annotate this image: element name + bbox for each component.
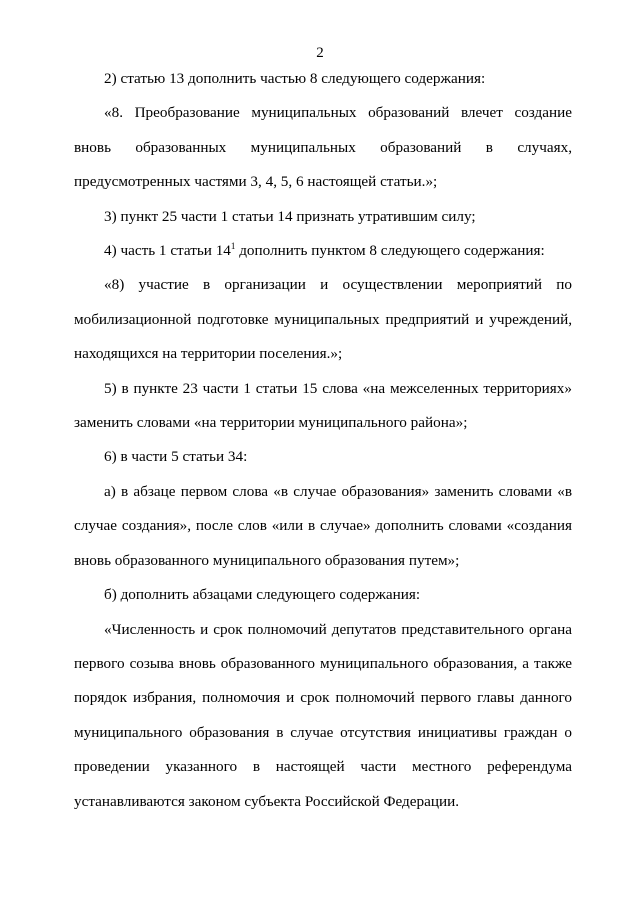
page-number: 2 <box>316 45 324 61</box>
paragraph-quote-deputies: «Численность и срок полномочий депутатов представительного органа первого созыва вновь образованного муниципального образования, а также порядок избрания, полномочия и срок полномочий первого главы данного муниципального образования в случае отсутствия инициативы граждан о проведении указанного в настоящей части местного референдума устанавливаются законом субъекта Российской Федерации. <box>74 620 572 810</box>
paragraph-article-34: 6) в части 5 статьи 34: <box>104 448 248 466</box>
paragraph-article-13: 2) статью 13 дополнить частью 8 следующего содержания: <box>104 70 486 87</box>
paragraph-quote-8: «8. Преобразование муниципальных образований влечет создание вновь образованных муниципальных образований в случаях, предусмотренных частями 3, 4, 5, 6 настоящей статьи.»; <box>74 104 572 191</box>
paragraph-article-14-1 <box>74 234 572 268</box>
paragraph-quote-8-mobilization: «8) участие в организации и осуществлении мероприятий по мобилизационной подготовке муниципальных предприятий и учреждений, находящихся на территории поселения.»; <box>74 276 572 363</box>
paragraph-article-14-point-25: 3) пункт 25 части 1 статьи 14 признать утратившим силу; <box>104 207 476 225</box>
superscript-1: 1 <box>230 241 236 252</box>
paragraph-article-34-a: а) в абзаце первом слова «в случае образования» заменить словами «в случае создания», после слов «или в случае» дополнить словами «создания вновь образованного муниципального образования путем»; <box>74 482 572 569</box>
paragraph-article-14-1-before: 4) часть 1 статьи 14 <box>104 242 231 260</box>
paragraph-article-14-1-after: дополнить пунктом 8 следующего содержания: <box>235 242 545 260</box>
document-body <box>74 62 572 819</box>
paragraph-article-34-b: б) дополнить абзацами следующего содержания: <box>104 586 421 604</box>
paragraph-article-15: 5) в пункте 23 части 1 статьи 15 слова «на межселенных территориях» заменить словами «на территории муниципального района»; <box>74 379 572 432</box>
